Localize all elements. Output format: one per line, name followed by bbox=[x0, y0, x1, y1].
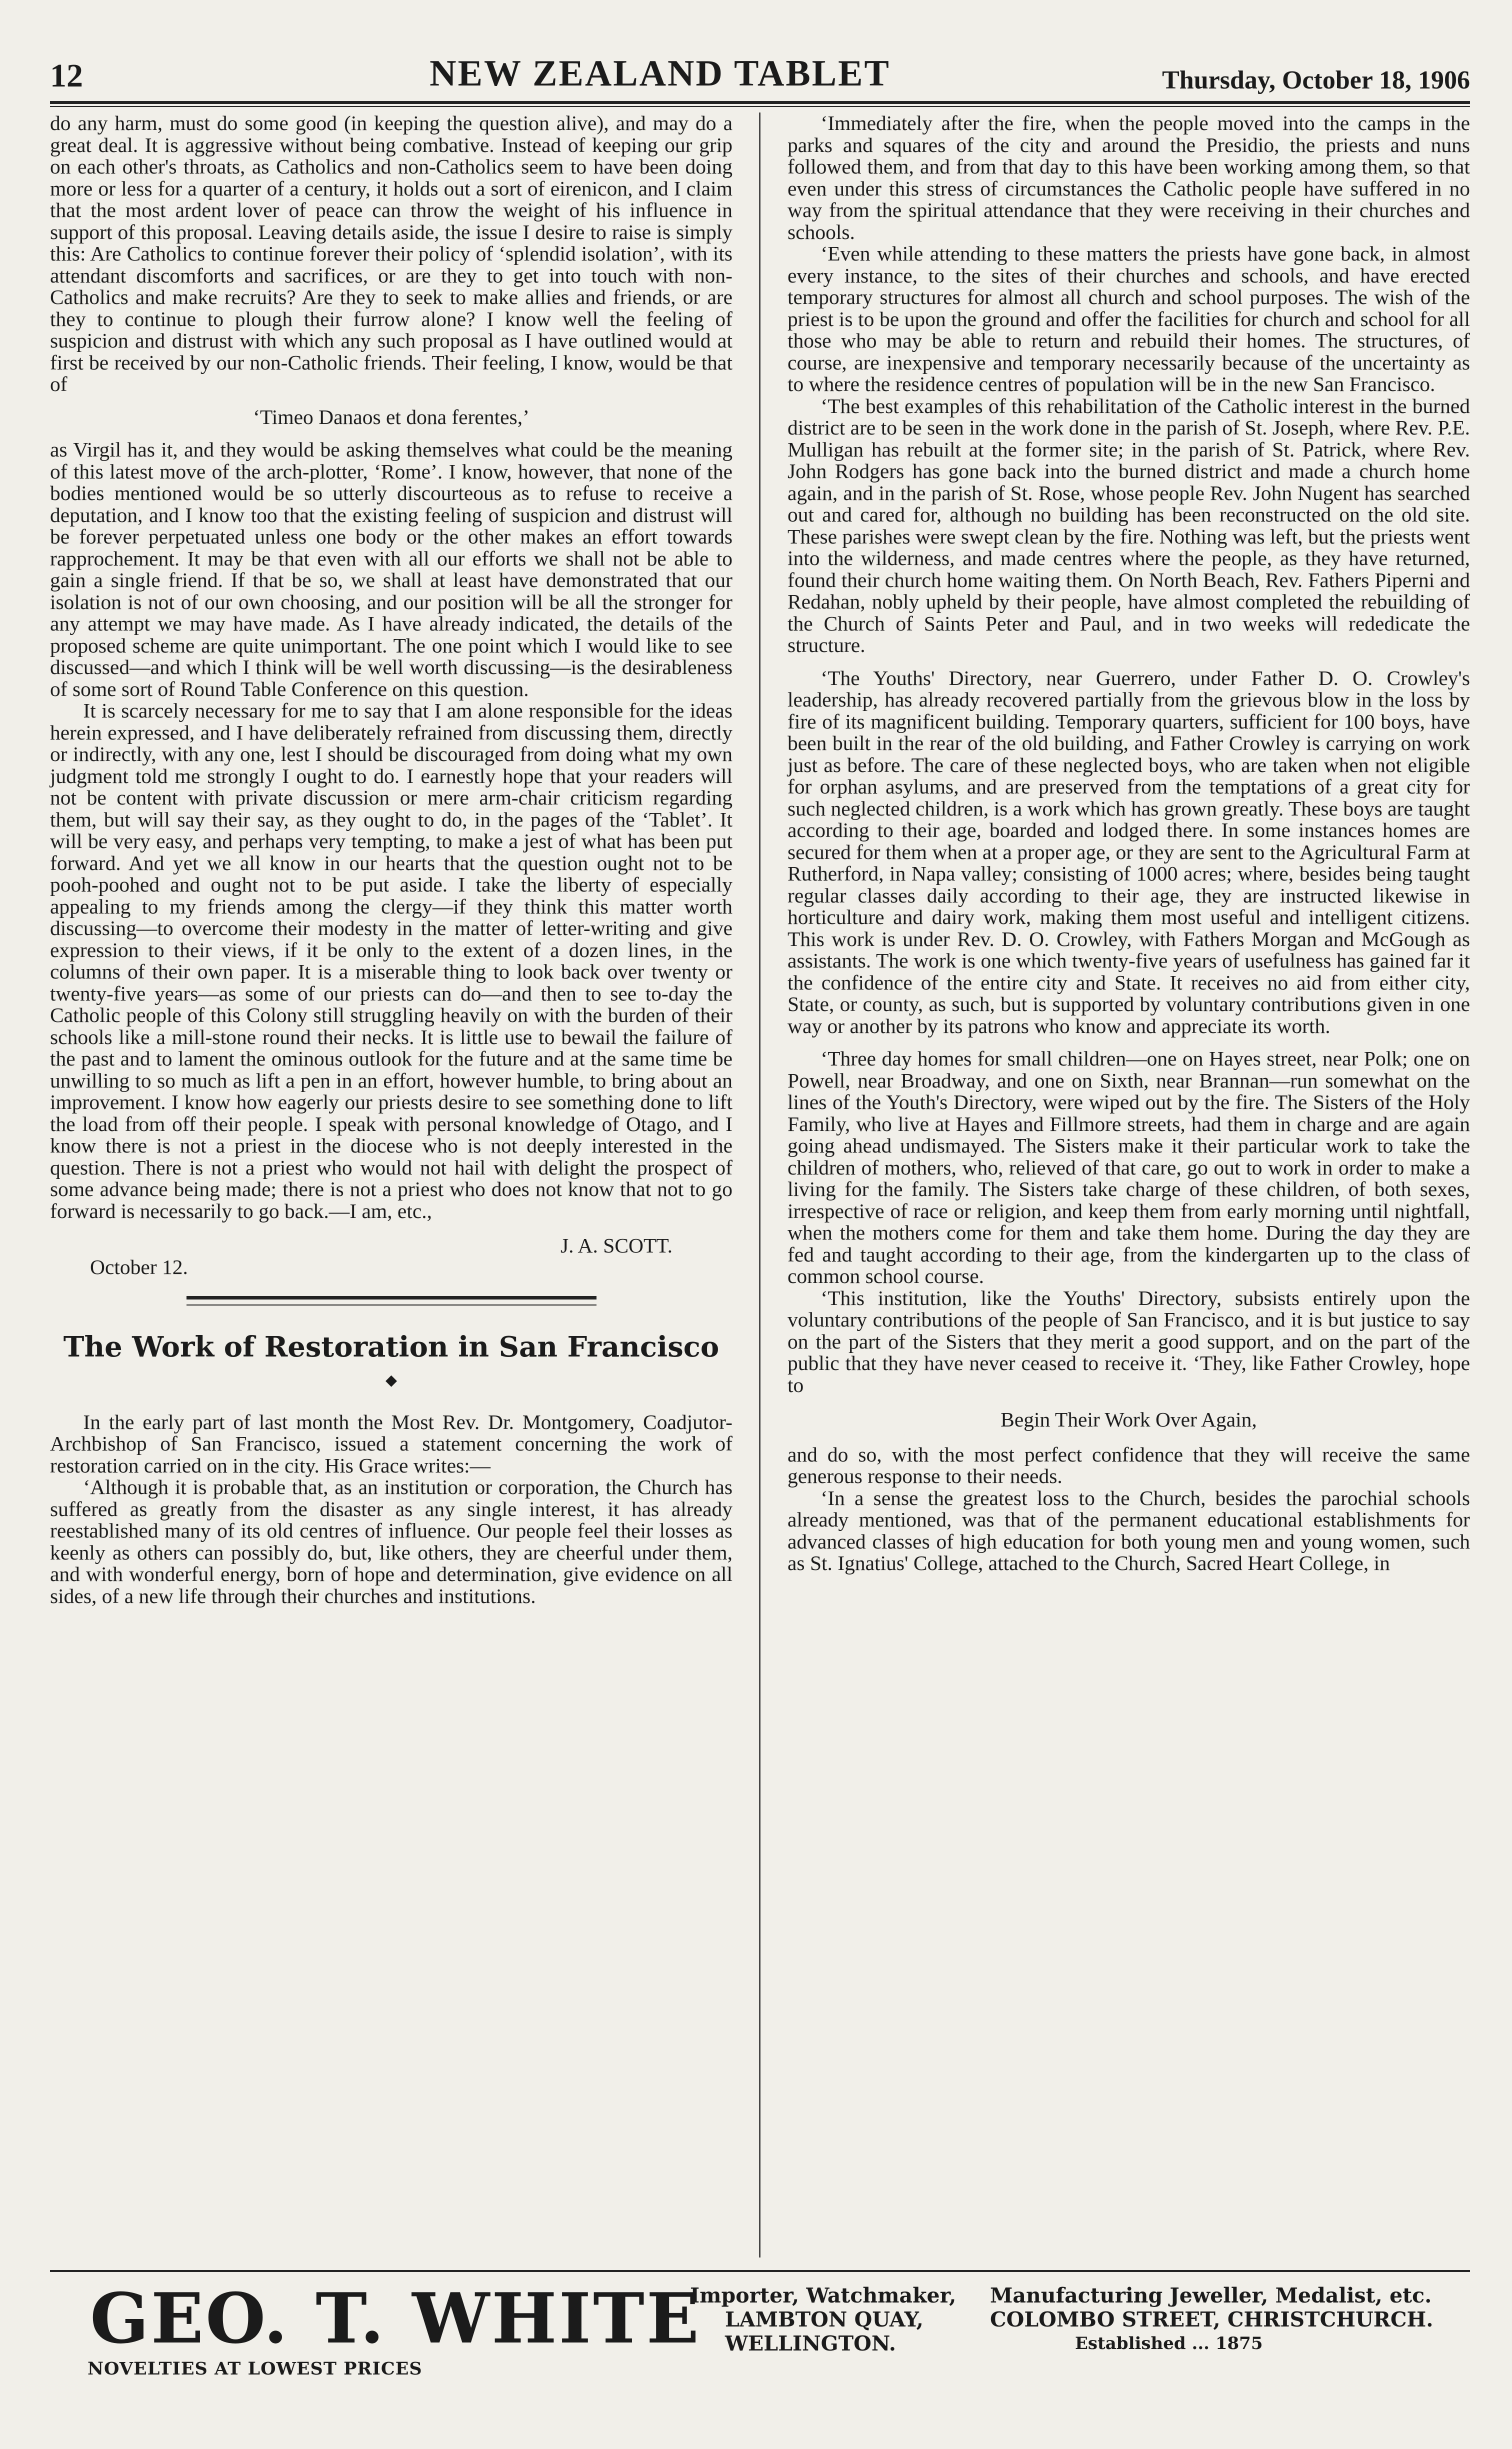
article-subheading: Begin Their Work Over Again, bbox=[1000, 1408, 1257, 1431]
issue-date: Thursday, October 18, 1906 bbox=[1162, 66, 1470, 94]
advert-name: GEO. T. WHITE bbox=[90, 2278, 702, 2359]
advert-line: COLOMBO STREET, CHRISTCHURCH. bbox=[990, 2308, 1434, 2332]
letter-signature: J. A. SCOTT. bbox=[560, 1234, 672, 1257]
advert-line: Manufacturing Jeweller, Medalist, etc. bbox=[990, 2284, 1432, 2308]
article-paragraph: ‘The best examples of this rehabilitation of the Catholic interest in the burned district are to be seen in the work done in the parish of St. Joseph, where Rev. P.E. Mulligan has rebuilt at the former site; in the parish of St. Patrick, where Rev. John Rodgers has gone back into the burned district and made a church home again, and in the parish of St. Rose, whose people Rev. John Nugent has searched out and cared for, although no building has been reconstructed on the old site. These parishes were swept clean by the fire. Nothing was left, but the priests went into the wilderness, and made centres where the people, as they have returned, found their church home waiting them. On North Beach, Rev. Fathers Piperni and Redahan, nobly upheld by their people, have almost completed the rebuilding of the Church of Saints Peter and Paul, and in two weeks will rededicate the structure. bbox=[788, 394, 1470, 656]
advert-details bbox=[690, 2284, 1465, 2356]
latin-quote: ‘Timeo Danaos et dona ferentes,’ bbox=[253, 405, 530, 428]
article-paragraph: ‘This institution, like the Youths' Directory, subsists entirely upon the voluntary contributions of the people of San Francisco, and it is but justice to say on the part of the Sisters that they merit a good support, and on the part of the public that they have never ceased to receive it. ‘They, like Father Crowley, hope to bbox=[788, 1286, 1470, 1396]
page-header bbox=[50, 30, 1470, 95]
header-rule bbox=[50, 101, 1470, 107]
advert-line: LAMBTON QUAY, bbox=[725, 2308, 924, 2332]
letter-paragraph: as Virgil has it, and they would be asking themselves what could be the meaning of this latest move of the arch-plotter, ‘Rome’. I know, however, that none of the bodies mentioned would be so utterly discourteous as to refuse to receive a deputation, and I know too that the existing feeling of suspicion and distrust will be forever perpetuated unless one body or the other makes an effort towards rapprochement. It may be that even with all our efforts we shall not be able to gain a single friend. If that be so, we shall at least have demonstrated that our isolation is not of our own choosing, and our position will be all the stronger for any attempt we may have made. As I have already indicated, the details of the proposed scheme are quite unimportant. The one point which I would like to see discussed—and which I think will be well worth discussing—is the desirableness of some sort of Round Table Conference on this question. bbox=[50, 438, 732, 700]
advertisement bbox=[50, 2278, 1470, 2408]
ornament-diamond: ◆ bbox=[385, 1372, 398, 1388]
article-paragraph: and do so, with the most perfect confidence that they will receive the same generous response to their needs. bbox=[788, 1442, 1470, 1488]
advert-tagline: NOVELTIES AT LOWEST PRICES bbox=[88, 2358, 422, 2379]
left-column bbox=[50, 112, 732, 2268]
masthead: NEW ZEALAND TABLET bbox=[430, 53, 890, 94]
article-paragraph: ‘Immediately after the fire, when the people moved into the camps in the parks and squares of the city and around the Presidio, the priests and nuns followed them, and from that day to this have been working among them, so that even under this stress of circumstances the Catholic people have suffered in no way from the spiritual attendance that they were receiving in their churches and schools. bbox=[788, 112, 1470, 244]
article-title: The Work of Restoration in San Francisco bbox=[63, 1330, 720, 1364]
column-divider bbox=[759, 112, 760, 2258]
article-separator bbox=[186, 1296, 596, 1300]
article-paragraph: ‘Even while attending to these matters the priests have gone back, in almost every instance, to the sites of their churches and schools, and have erected temporary structures for almost all church and school purposes. The wish of the priest is to be upon the ground and offer the facilities for church and school for all those who may be able to return and rebuild their homes. The structures, of course, are inexpensive and temporary necessarily because of the uncertainty as to where the residence centres of population will be in the new San Francisco. bbox=[788, 242, 1470, 396]
letter-dateline: October 12. bbox=[90, 1255, 188, 1278]
letter-paragraph: do any harm, must do some good (in keeping the question alive), and may do a great deal. It is aggressive without being combative. Instead of keeping our grip on each other's throats, as Catholics and non-Catholics seem to have been doing more or less for a quarter of a century, it holds out a sort of eirenicon, and I claim that the most ardent lover of peace can throw the weight of his influence in support of this proposal. Leaving details aside, the issue I desire to raise is simply this: Are Catholics to continue forever their policy of ‘splendid isolation’, with its attendant discomforts and sacrifices, or are they to get into touch with non-Catholics and make recruits? Are they to seek to make allies and friends, or are they to continue to plough their furrow alone? I know well the feeling of suspicion and distrust with which any such proposal as I have outlined would at first be received by our non-Catholic friends. Their feeling, I know, would be that of bbox=[50, 112, 732, 396]
article-paragraph: In the early part of last month the Most Rev. Dr. Montgomery, Coadjutor-Archbishop of San Francisco, issued a statement concerning the work of restoration carried on in the city. His Grace writes:— bbox=[50, 1410, 732, 1477]
letter-signoff bbox=[50, 1235, 732, 1278]
article-paragraph: ‘Although it is probable that, as an institution or corporation, the Church has suffered as greatly from the disaster as any single interest, it has already reestablished many of its old centres of influence. Our people feel their losses as keenly as others can possibly do, but, like others, they are cheerful under them, and with wonderful energy, born of hope and determination, give evidence on all sides, of a new life through their churches and institutions. bbox=[50, 1476, 732, 1608]
article-separator-thin bbox=[186, 1304, 596, 1306]
advert-line: Importer, Watchmaker, bbox=[690, 2284, 956, 2308]
letter-paragraph: It is scarcely necessary for me to say that I am alone responsible for the ideas herein expressed, and I have deliberately refrained from discussing them, directly or indirectly, with any one, lest I should be discouraged from doing what my own judgment told me strongly I ought to do. I earnestly hope that your readers will not be content with private discussion or mere arm-chair criticism regarding them, but will say their say, as they ought to do, in the pages of the ‘Tablet’. It will be very easy, and perhaps very tempting, to make a jest of what has been put forward. And yet we all know in our hearts that the question ought not to be pooh-poohed and ought not to be put aside. I take the liberty of especially appealing to my friends among the clergy—if they think this matter worth discussing—to overcome their modesty in the matter of letter-writing and give expression to their views, if it be only to the extent of a dozen lines, in the columns of their own paper. It is a miserable thing to look back over twenty or twenty-five years—as some of our priests can do—and then to see to-day the Catholic people of this Colony still struggling heavily on with the burden of their schools like a mill-stone round their necks. It is little use to bewail the failure of the past and to lament the ominous outlook for the future and at the same time be unwilling to so much as lift a pen in an effort, however humble, to bring about an improvement. I know how eagerly our priests desire to see something done to lift the load from off their people. I speak with personal knowledge of Otago, and I know there is not a priest in the diocese who is not deeply interested in the question. There is not a priest who would not hail with delight the prospect of some advance being made; there is not a priest who does not know that not to go forward is necessarily to go back.—I am, etc., bbox=[50, 699, 732, 1222]
article-paragraph: ‘The Youths' Directory, near Guerrero, under Father D. O. Crowley's leadership, has already recovered partially from the grievous blow in the loss by fire of its magnificent building. Temporary quarters, sufficient for 100 boys, have been built in the rear of the old building, and Father Crowley is carrying on work just as before. The care of these neglected boys, who are taken when not eligible for orphan asylums, and are preserved from the temptations of a great city for such neglected children, is a work which has grown greatly. These boys are taught according to their age, boarded and lodged there. In some instances homes are secured for them when at a proper age, or they are sent to the Agricultural Farm at Rutherford, in Napa valley; consisting of 1000 acres; where, besides being taught regular classes daily according to their age, they are instructed likewise in horticulture and dairy work, making them most useful and intelligent citizens. This work is under Rev. D. O. Crowley, with Fathers Morgan and McGough as assistants. The work is one which twenty-five years of usefulness has gained far it the confidence of the entire city and State. It receives no aid from either city, State, or county, as such, but is supported by voluntary contributions given in one way or another by its patrons who know and appreciate its worth. bbox=[788, 666, 1470, 1038]
page-number: 12 bbox=[50, 58, 83, 94]
advert-rule bbox=[50, 2270, 1470, 2272]
advert-established: Established ... 1875 bbox=[1075, 2334, 1263, 2354]
article-paragraph: ‘Three day homes for small children—one on Hayes street, near Polk; one on Powell, near Broadway, and one on Sixth, near Brannan—run somewhat on the lines of the Youth's Directory, were wiped out by the fire. The Sisters of the Holy Family, who live at Hayes and Fillmore streets, had them in charge and are again going ahead undismayed. The Sisters make it their particular work to take the children of mothers, who, relieved of that care, go out to work in order to make a living for the family. The Sisters take charge of these children, of both sexes, irrespective of race or religion, and keep them from early morning until nightfall, when the mothers come for them and take them home. During the day they are fed and taught according to their age, from the kindergarten up to the class of common school course. bbox=[788, 1047, 1470, 1288]
article-paragraph: ‘In a sense the greatest loss to the Church, besides the parochial schools already mentioned, was that of the permanent educational establishments for advanced classes of high education for both young men and young women, such as St. Ignatius' College, attached to the Church, Sacred Heart College, in bbox=[788, 1486, 1470, 1574]
advert-line: WELLINGTON. bbox=[725, 2332, 896, 2356]
right-column bbox=[788, 112, 1470, 2262]
